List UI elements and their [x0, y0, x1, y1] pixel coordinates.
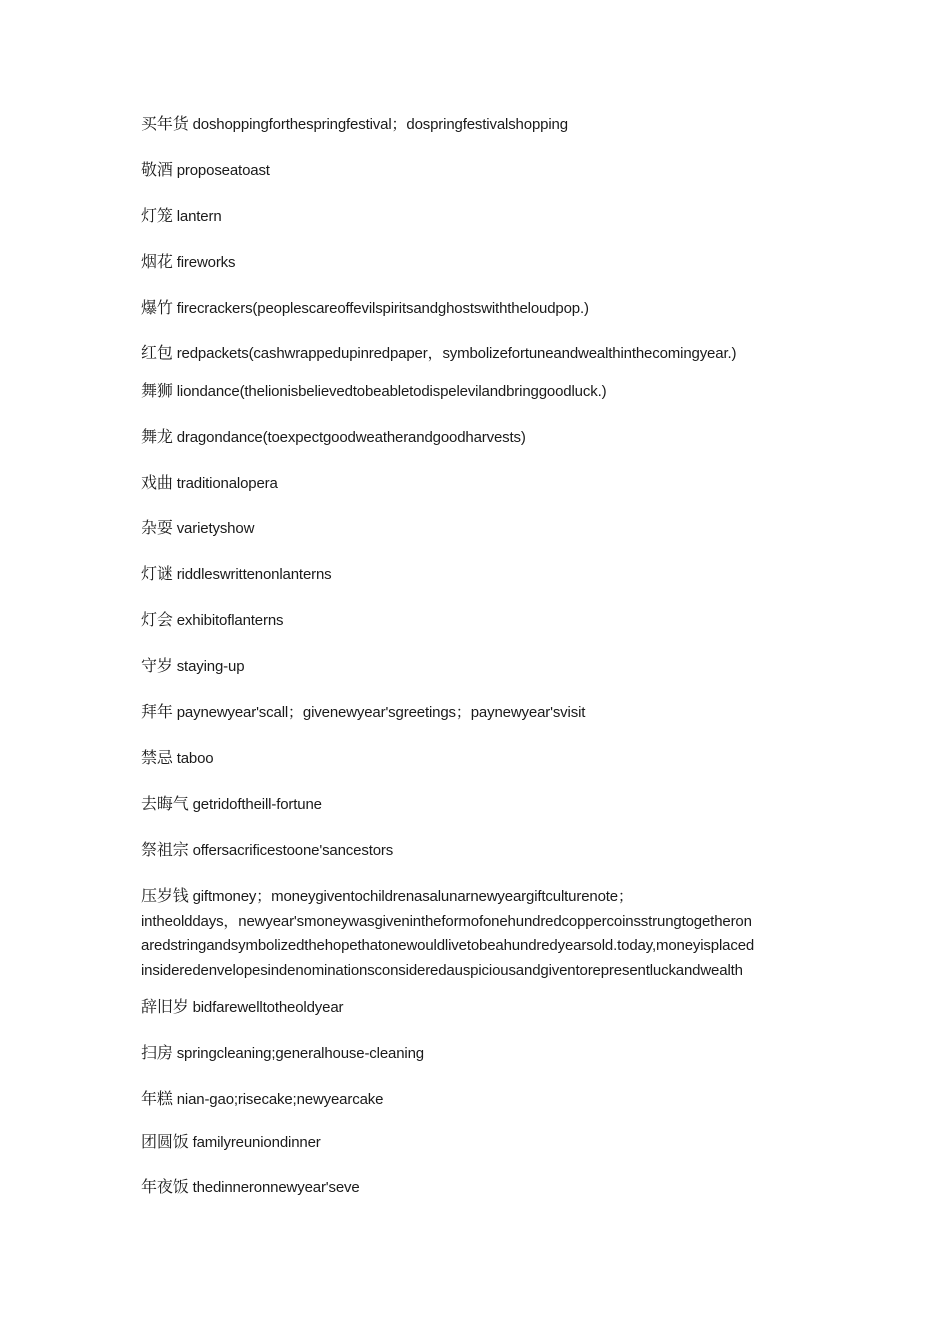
chinese-term: 舞狮	[141, 381, 173, 400]
english-translation: lantern	[176, 208, 222, 225]
explanation-line: insideredenvelopesindenominationsconsideredauspiciousandgiventorepresentluckandwealth	[141, 961, 743, 979]
chinese-term: 戏曲	[141, 473, 173, 492]
english-translation: doshoppingforthespringfestival；dospringfestivalshopping	[192, 116, 568, 133]
english-translation: giftmoney；moneygiventochildrenasalunarnewyeargiftculturenote；	[192, 888, 633, 905]
list-item	[141, 608, 821, 634]
english-translation: paynewyear'scall；givenewyear'sgreetings；paynewyear'svisit	[176, 704, 586, 721]
list-item	[141, 838, 821, 864]
english-translation: proposeatoast	[176, 162, 270, 179]
english-translation: taboo	[176, 750, 214, 767]
list-item	[141, 700, 821, 726]
chinese-term: 烟花	[141, 252, 173, 271]
list-item	[141, 1130, 821, 1156]
chinese-term: 拜年	[141, 702, 173, 721]
chinese-term: 守岁	[141, 656, 173, 675]
english-translation: getridoftheill-fortune	[192, 796, 322, 813]
chinese-term: 年糕	[141, 1089, 173, 1108]
english-translation: varietyshow	[176, 520, 255, 537]
list-item	[141, 341, 821, 367]
list-item	[141, 250, 821, 276]
chinese-term: 买年货	[141, 114, 189, 133]
english-translation: offersacrificestoone'sancestors	[192, 842, 394, 859]
list-item	[141, 471, 821, 497]
chinese-term: 扫房	[141, 1043, 173, 1062]
list-item	[141, 1175, 821, 1201]
chinese-term: 杂耍	[141, 518, 173, 537]
list-item	[141, 562, 821, 588]
list-item	[141, 995, 821, 1021]
english-translation: riddleswrittenonlanterns	[176, 566, 332, 583]
chinese-term: 压岁钱	[141, 886, 189, 905]
chinese-term: 年夜饭	[141, 1177, 189, 1196]
english-translation: dragondance(toexpectgoodweatherandgoodharvests)	[176, 429, 526, 446]
english-translation: exhibitoflanterns	[176, 612, 284, 629]
chinese-term: 敬酒	[141, 160, 173, 179]
list-item	[141, 379, 821, 405]
list-item	[141, 1087, 821, 1113]
chinese-term: 灯笼	[141, 206, 173, 225]
list-item	[141, 746, 821, 772]
english-translation: firecrackers(peoplescareoffevilspiritsandghostswiththeloudpop.)	[176, 300, 589, 317]
english-translation: staying-up	[176, 658, 245, 675]
english-translation: familyreuniondinner	[192, 1134, 321, 1151]
english-translation: fireworks	[176, 254, 236, 271]
list-item	[141, 792, 821, 818]
list-item	[141, 1041, 821, 1067]
english-translation: traditionalopera	[176, 475, 278, 492]
chinese-term: 红包	[141, 343, 173, 362]
english-translation: springcleaning;generalhouse-cleaning	[176, 1045, 424, 1062]
list-item	[141, 425, 821, 451]
chinese-term: 爆竹	[141, 298, 173, 317]
chinese-term: 去晦气	[141, 794, 189, 813]
english-translation: bidfarewelltotheoldyear	[192, 999, 344, 1016]
chinese-term: 灯会	[141, 610, 173, 629]
list-item	[141, 158, 821, 184]
english-translation: thedinneronnewyear'seve	[192, 1179, 360, 1196]
chinese-term: 辞旧岁	[141, 997, 189, 1016]
list-item	[141, 516, 821, 542]
english-translation: redpackets(cashwrappedupinredpaper，symbolizefortuneandwealthinthecomingyear.)	[176, 345, 737, 362]
chinese-term: 团圆饭	[141, 1132, 189, 1151]
explanation-line: intheolddays，newyear'smoneywasgivenintheformofonehundredcoppercoinsstrungtogetheron	[141, 912, 752, 930]
chinese-term: 舞龙	[141, 427, 173, 446]
chinese-term: 灯谜	[141, 564, 173, 583]
chinese-term: 祭祖宗	[141, 840, 189, 859]
list-item	[141, 654, 821, 680]
list-item	[141, 204, 821, 230]
english-translation: nian-gao;risecake;newyearcake	[176, 1091, 384, 1108]
list-item-long	[141, 884, 821, 983]
list-item	[141, 296, 821, 322]
explanation-line: aredstringandsymbolizedthehopethatonewouldlivetobeahundredyearsold.today,moneyisplaced	[141, 937, 755, 954]
english-translation: liondance(thelionisbelievedtobeabletodispelevilandbringgoodluck.)	[176, 383, 607, 400]
chinese-term: 禁忌	[141, 748, 173, 767]
list-item	[141, 112, 821, 138]
